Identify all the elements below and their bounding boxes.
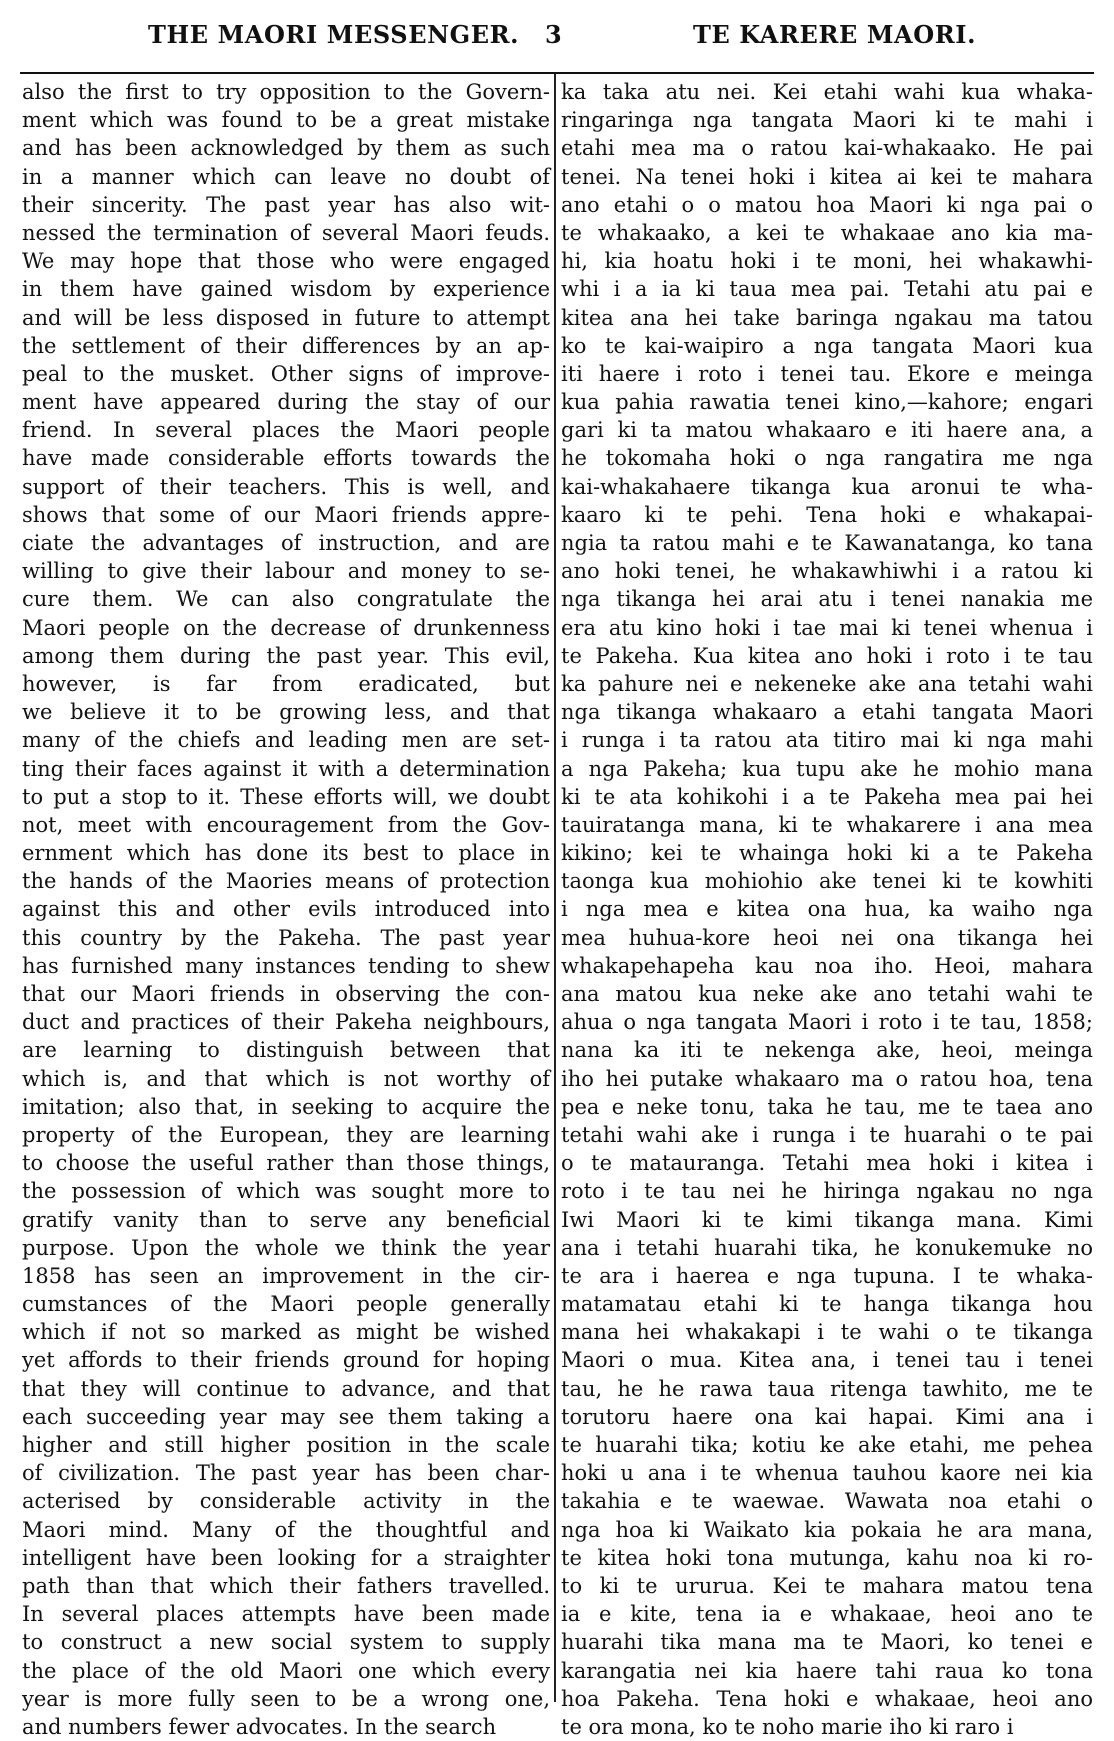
text-line: this country by the Pakeha. The past year	[22, 925, 550, 950]
text-line: duct and practices of their Pakeha neighbours,	[22, 1010, 550, 1035]
text-line: are learning to distinguish between that	[22, 1038, 550, 1063]
text-line: iho hei putake whakaaro ma o ratou hoa, tena	[561, 1066, 1093, 1091]
text-line: te huarahi tika; kotiu ke ake etahi, me pehea	[561, 1433, 1093, 1457]
text-line: matamatau etahi ki te hanga tikanga hou	[561, 1292, 1093, 1317]
text-line: pea e neke tonu, taka he tau, me te taea ano	[561, 1094, 1093, 1119]
text-line: willing to give their labour and money to se-	[22, 559, 550, 584]
text-line: tenei. Na tenei hoki i kitea ai kei te mahara	[561, 164, 1093, 189]
maori-column	[561, 78, 1093, 1739]
text-line: purpose. Upon the whole we think the year	[22, 1235, 550, 1260]
text-line: torutoru haere ona kai hapai. Kimi ana i	[561, 1404, 1093, 1429]
text-line: ki te ata kohikohi i a te Pakeha mea pai hei	[561, 784, 1093, 809]
text-line: we believe it to be growing less, and that	[22, 700, 550, 725]
text-line: gari ki ta matou whakaaro e iti haere ana, a	[561, 418, 1093, 443]
text-line: nessed the termination of several Maori feuds.	[22, 220, 550, 245]
text-line: that our Maori friends in observing the con-	[22, 982, 550, 1006]
page-header	[0, 20, 1114, 54]
text-line: Iwi Maori ki te kimi tikanga mana. Kimi	[561, 1207, 1093, 1232]
text-line: ciate the advantages of instruction, and are	[22, 531, 550, 555]
text-line: cumstances of the Maori people generally	[22, 1292, 550, 1317]
text-line: 1858 has seen an improvement in the cir-	[22, 1263, 550, 1288]
text-line: o te matauranga. Tetahi mea hoki i kitea i	[561, 1151, 1093, 1176]
text-line: a nga Pakeha; kua tupu ake he mohio mana	[561, 756, 1093, 781]
text-line: ringaringa nga tangata Maori ki te mahi i	[561, 108, 1093, 133]
text-line: ting their faces against it with a determination	[22, 756, 550, 781]
text-line: Maori o mua. Kitea ana, i tenei tau i tenei	[561, 1348, 1093, 1373]
text-line: support of their teachers. This is well, and	[22, 474, 550, 499]
text-line: huarahi tika mana ma te Maori, ko tenei e	[561, 1630, 1093, 1655]
text-line: the possession of which was sought more to	[22, 1179, 550, 1204]
text-line: te ora mona, ko te noho marie iho ki raro i	[561, 1714, 1014, 1739]
text-line: i nga mea e kitea ona hua, ka waiho nga	[561, 897, 1093, 922]
text-line: to put a stop to it. These efforts will, we doubt	[22, 784, 550, 809]
text-line: which is, and that which is not worthy of	[22, 1066, 550, 1091]
text-line: te ara i haerea e nga tupuna. I te whaka-	[561, 1263, 1093, 1288]
text-line: has furnished many instances tending to shew	[22, 953, 550, 978]
text-line: property of the European, they are learning	[22, 1122, 550, 1147]
header-rule	[20, 72, 1094, 74]
text-line: year is more fully seen to be a wrong one,	[22, 1686, 550, 1711]
text-line: taonga kua mohiohio ake tenei ki te kowhiti	[561, 869, 1093, 894]
text-line: intelligent have been looking for a straighter	[22, 1545, 550, 1570]
text-line: and will be less disposed in future to attempt	[22, 305, 550, 330]
text-line: tau, he he rawa taua ritenga tawhito, me te	[561, 1376, 1093, 1401]
text-line: nga tikanga hei arai atu i tenei nanakia me	[561, 587, 1093, 612]
text-line: in them have gained wisdom by experience	[22, 277, 550, 302]
text-line: hoki u ana i te whenua tauhou kaore nei kia	[561, 1461, 1093, 1486]
text-line: also the first to try opposition to the Govern-	[22, 80, 550, 104]
column-divider	[554, 74, 556, 1702]
text-line: nana ka iti te nekenga ake, heoi, meinga	[561, 1038, 1093, 1063]
text-line: of civilization. The past year has been char-	[22, 1461, 550, 1486]
text-line: ko te kai-waipiro a nga tangata Maori kua	[561, 333, 1093, 358]
text-line: era atu kino hoki i tae mai ki tenei whenua i	[561, 615, 1093, 640]
text-line: ano etahi o o matou hoa Maori ki nga pai o	[561, 192, 1093, 217]
text-line: have made considerable efforts towards the	[22, 446, 550, 471]
text-line: acterised by considerable activity in the	[22, 1489, 550, 1514]
header-maori-title: TE KARERE MAORI.	[693, 20, 977, 49]
text-line: Maori people on the decrease of drunkenness	[22, 615, 550, 640]
text-line: among them during the past year. This evil,	[22, 643, 550, 668]
text-line: he tokomaha hoki o nga rangatira me nga	[561, 446, 1093, 471]
text-line: each succeeding year may see them taking a	[22, 1404, 550, 1429]
text-line: gratify vanity than to serve any beneficial	[22, 1207, 550, 1232]
text-line: ana i tetahi huarahi tika, he konukemuke no	[561, 1235, 1093, 1260]
text-line: te kitea hoki tona mutunga, kahu noa ki ro-	[561, 1545, 1093, 1570]
text-line: many of the chiefs and leading men are set-	[22, 728, 550, 753]
text-line: ia e kite, tena ia e whakaae, heoi ano te	[561, 1602, 1093, 1627]
text-line: imitation; also that, in seeking to acquire the	[22, 1094, 550, 1119]
text-line: friend. In several places the Maori people	[22, 418, 550, 443]
text-line: cure them. We can also congratulate the	[22, 587, 550, 612]
text-line: ahua o nga tangata Maori i roto i te tau, 1858;	[561, 1010, 1093, 1035]
text-line: however, is far from eradicated, but	[22, 671, 550, 696]
text-line: etahi mea ma o ratou kai-whakaako. He pai	[561, 136, 1093, 161]
text-line: whi i a ia ki taua mea pai. Tetahi atu pai e	[561, 277, 1093, 302]
text-line: hoa Pakeha. Tena hoki e whakaae, heoi ano	[561, 1686, 1093, 1711]
text-line: ana matou kua neke ake ano tetahi wahi te	[561, 982, 1093, 1006]
text-line: karangatia nei kia haere tahi raua ko tona	[561, 1658, 1093, 1683]
text-line: ngia ta ratou mahi e te Kawanatanga, ko tana	[561, 531, 1093, 555]
text-line: that they will continue to advance, and that	[22, 1376, 550, 1401]
english-column	[22, 78, 550, 1739]
text-line: the place of the old Maori one which every	[22, 1658, 550, 1683]
header-english-title: THE MAORI MESSENGER.	[148, 20, 520, 49]
text-line: mana hei whakakapi i te wahi o te tikanga	[561, 1320, 1093, 1345]
text-line: te whakaako, a kei te whakaae ano kia ma-	[561, 220, 1093, 245]
text-line: not, meet with encouragement from the Gov-	[22, 812, 550, 837]
text-line: ment have appeared during the stay of our	[22, 390, 550, 415]
text-line: te Pakeha. Kua kitea ano hoki i roto i te tau	[561, 643, 1093, 668]
text-line: and numbers fewer advocates. In the search	[22, 1714, 497, 1739]
text-line: roto i te tau nei he hiringa ngakau no nga	[561, 1179, 1093, 1204]
text-line: tetahi wahi ake i runga i te huarahi o te pai	[561, 1122, 1093, 1147]
text-line: to choose the useful rather than those things,	[22, 1151, 550, 1176]
text-line: their sincerity. The past year has also wit-	[22, 192, 550, 217]
text-line: whakapehapeha kau noa iho. Heoi, mahara	[561, 953, 1093, 978]
text-line: ano hoki tenei, he whakawhiwhi i a ratou ki	[561, 559, 1093, 584]
page-number: 3	[545, 20, 562, 49]
text-line: Maori mind. Many of the thoughtful and	[22, 1517, 550, 1542]
text-line: path than that which their fathers travelled.	[22, 1573, 550, 1598]
text-line: hi, kia hoatu hoki i te moni, hei whakawhi-	[561, 249, 1093, 274]
text-line: We may hope that those who were engaged	[22, 249, 550, 274]
text-line: in a manner which can leave no doubt of	[22, 164, 550, 189]
text-line: kitea ana hei take baringa ngakau ma tatou	[561, 305, 1093, 330]
text-line: yet affords to their friends ground for hoping	[22, 1348, 550, 1373]
text-line: In several places attempts have been made	[22, 1602, 550, 1627]
text-line: kikino; kei te whainga hoki ki a te Pakeha	[561, 841, 1093, 866]
text-line: kaaro ki te pehi. Tena hoki e whakapai-	[561, 502, 1093, 527]
text-line: nga tikanga whakaaro a etahi tangata Maori	[561, 700, 1093, 725]
text-line: against this and other evils introduced into	[22, 897, 550, 922]
text-line: nga hoa ki Waikato kia pokaia he ara mana,	[561, 1517, 1093, 1542]
text-line: ka pahure nei e nekeneke ake ana tetahi wahi	[561, 671, 1093, 696]
text-line: peal to the musket. Other signs of improve-	[22, 361, 550, 386]
text-line: mea huhua-kore heoi nei ona tikanga hei	[561, 925, 1093, 950]
text-line: kai-whakahaere tikanga kua aronui te wha-	[561, 474, 1093, 499]
text-line: to construct a new social system to supply	[22, 1630, 550, 1655]
text-line: to ki te ururua. Kei te mahara matou tena	[561, 1573, 1093, 1598]
text-line: ernment which has done its best to place in	[22, 841, 550, 866]
text-line: the hands of the Maories means of protection	[22, 869, 550, 894]
text-line: higher and still higher position in the scale	[22, 1433, 550, 1457]
text-line: which if not so marked as might be wished	[22, 1320, 550, 1345]
text-line: the settlement of their differences by an ap-	[22, 333, 550, 358]
text-line: i runga i ta ratou ata titiro mai ki nga mahi	[561, 728, 1093, 753]
text-line: and has been acknowledged by them as such	[22, 136, 550, 161]
text-line: ka taka atu nei. Kei etahi wahi kua whaka-	[561, 80, 1093, 104]
text-line: tauiratanga mana, ki te whakarere i ana mea	[561, 812, 1093, 837]
text-line: takahia e te waewae. Wawata noa etahi o	[561, 1489, 1093, 1514]
text-line: shows that some of our Maori friends appre-	[22, 502, 550, 527]
text-line: kua pahia rawatia tenei kino,—kahore; engari	[561, 390, 1093, 415]
text-line: ment which was found to be a great mistake	[22, 108, 550, 133]
text-line: iti haere i roto i tenei tau. Ekore e meinga	[561, 361, 1093, 386]
